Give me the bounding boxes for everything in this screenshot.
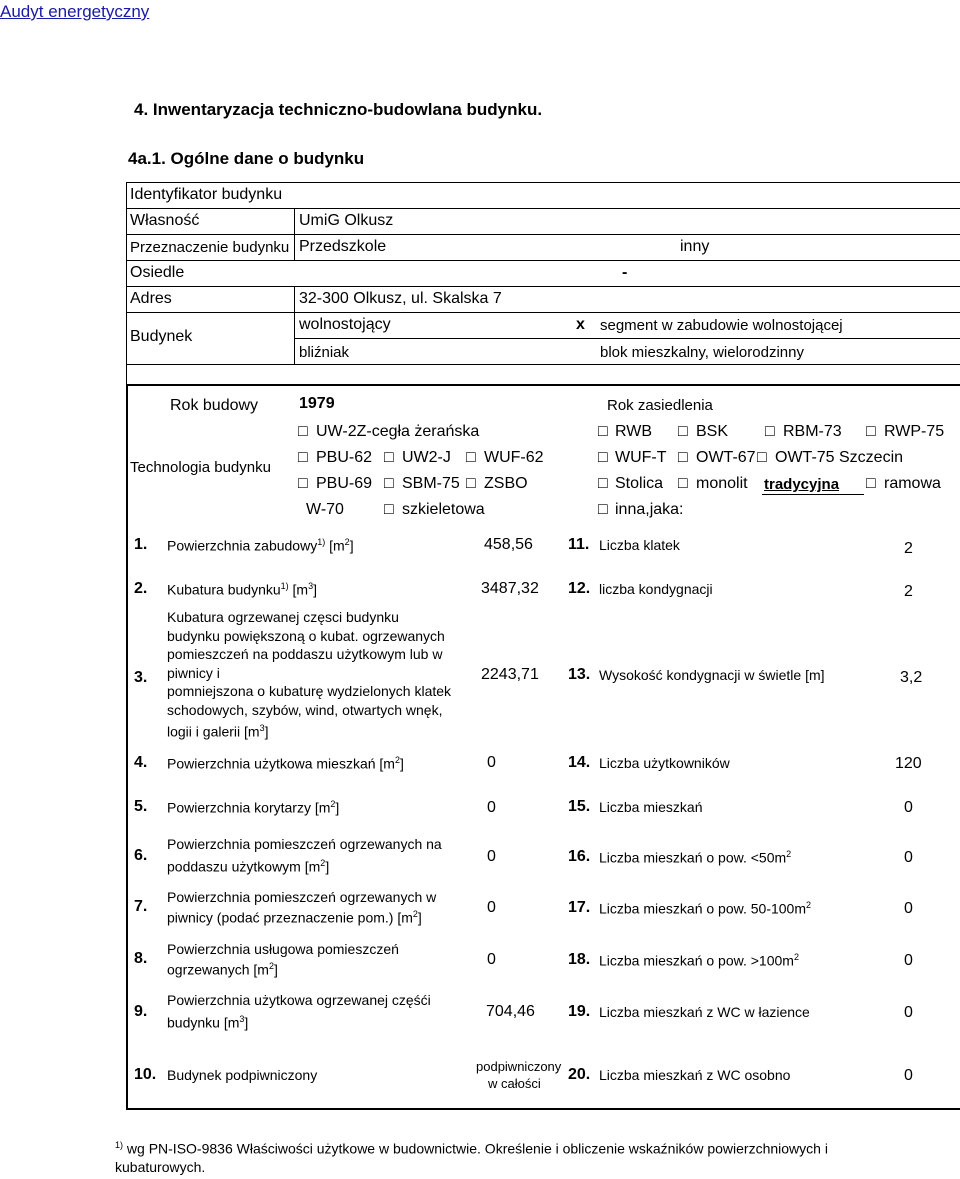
settled-label: Rok zasiedlenia [607,397,713,414]
purpose-value: Przedszkole [299,238,387,255]
checkbox-icon[interactable]: □ [298,449,308,466]
row-number: 17. [568,899,591,916]
row-label: Liczba mieszkań o pow. $50-100m^2$ [599,900,812,917]
tech-option: RWP-75 [884,423,945,440]
tech-option: OWT-75 Szczecin [775,449,904,466]
checkbox-icon[interactable]: □ [384,449,394,466]
tech-option: WUF-62 [484,449,544,466]
tech-option-selected: tradycyjna [764,476,840,493]
row-number: 16. [568,848,591,865]
row-value: 2243,71 [481,666,539,683]
row-value: 0 [904,1004,913,1021]
checkbox-icon[interactable]: □ [384,501,394,518]
checkbox-icon[interactable]: □ [866,423,876,440]
row-number: 5. [134,798,148,815]
row-number: 14. [568,754,591,771]
tech-option: WUF-T [615,449,667,466]
row-label: Liczba mieszkań o pow. $<50m^2$ [599,849,792,866]
row-value: 458,56 [484,536,533,553]
owner-value: UmiG Olkusz [299,212,394,229]
row-value: 3,2 [900,669,923,686]
opt-block: blok mieszkalny, wielorodzinny [600,344,804,361]
row-label: Wysokość kondygnacji w świetle [m] [599,667,825,683]
row-number: 12. [568,580,591,597]
tech-option: SBM-75 [402,475,460,492]
row-number: 6. [134,847,148,864]
row-number: 9. [134,1003,148,1020]
row-value: 0 [904,849,913,866]
row-number: 18. [568,951,591,968]
row-number: 2. [134,580,148,597]
row-value: 0 [487,899,496,916]
row-label: Kubatura budynku$^{1)}$ $[m^3]$ [167,581,318,598]
grid-line [294,338,960,339]
grid-line [126,384,960,386]
row-label: Liczba mieszkań z WC w łazience [599,1004,810,1020]
row-value: 0 [487,799,496,816]
purpose-label: Przeznaczenie budynku [130,239,290,256]
tech-option: RWB [615,423,653,440]
checkbox-icon[interactable]: □ [384,475,394,492]
technology-label: Technologia budynku [130,459,271,476]
built-label: Rok budowy [170,397,259,414]
footnote-line2: kubaturowych. [115,1159,206,1175]
row-label-line1: Powierzchnia pomieszczeń ogrzewanych w [167,889,437,905]
checkbox-icon[interactable]: □ [598,423,608,440]
checkbox-icon[interactable]: □ [466,475,476,492]
row-label-multiline: Kubatura ogrzewanej częsci budynku budynku powiększoną o kubat. ogrzewanych pomieszczeń na poddaszu użytkowym lub w piwnicy i pomniejszona o kubaturę wydzielonych klatek schodowych, szybów, wind, otwartych wnęk, logii i galerii $[m^3]$ [167,609,452,740]
row-label: Powierzchnia korytarzy $[m^2]$ [167,799,340,816]
row-value: 3487,32 [481,580,539,597]
tech-option: RBM-73 [783,423,842,440]
section-title: 4. Inwentaryzacja techniczno-budowlana budynku. [134,100,543,119]
row-number: 20. [568,1066,591,1083]
grid-line [126,384,128,1110]
opt-detached: wolnostojący [299,316,391,333]
row-value: 120 [895,755,922,772]
checkbox-icon[interactable]: □ [757,449,767,466]
row-number: 8. [134,950,148,967]
row-label-line1: Powierzchnia pomieszczeń ogrzewanych na [167,836,442,852]
opt-detached-mark: x [576,316,585,333]
grid-line [126,364,960,365]
tech-option: ZSBO [484,475,528,492]
row-label: liczba kondygnacji [599,581,713,597]
checkbox-icon[interactable]: □ [765,423,775,440]
estate-value: - [622,264,628,281]
row-label: Liczba mieszkań z WC osobno [599,1067,791,1083]
row-value-line2: w całości [488,1076,541,1091]
row-number: 1. [134,536,148,553]
tech-option: inna,jaka: [615,501,684,518]
grid-line [126,208,960,209]
row-label: Liczba mieszkań [599,799,703,815]
row-value: 0 [487,848,496,865]
tech-option: szkieletowa [402,501,485,518]
row-value: 0 [487,951,496,968]
row-label-line2: ogrzewanych $[m^2]$ [167,961,278,978]
row-label-line2: budynku $[m^3]$ [167,1014,249,1031]
tech-option: UW-2Z-cegła żerańska [316,423,480,440]
tech-option: ramowa [884,475,941,492]
grid-line [126,312,960,313]
grid-line [126,182,960,183]
checkbox-icon[interactable]: □ [678,423,688,440]
row-label: Liczba klatek [599,537,680,553]
row-number: 13. [568,666,591,683]
row-label: Powierzchnia zabudowy$^{1)}$ $[m^2]$ [167,537,354,554]
checkbox-icon[interactable]: □ [466,449,476,466]
checkbox-icon[interactable]: □ [678,449,688,466]
row-value: 0 [904,900,913,917]
checkbox-icon[interactable]: □ [598,501,608,518]
owner-label: Własność [130,212,200,229]
tech-option: PBU-62 [316,449,373,466]
checkbox-icon[interactable]: □ [598,475,608,492]
address-label: Adres [130,290,172,307]
checkbox-icon[interactable]: □ [678,475,688,492]
section-subtitle: 4a.1. Ogólne dane o budynku [128,149,365,168]
audyt-link[interactable]: Audyt energetyczny [0,2,150,21]
row-number: 10. [134,1066,157,1083]
row-number: 15. [568,798,591,815]
grid-line [126,286,960,287]
row-label: Liczba mieszkań o pow. $>100m^2$ [599,952,799,969]
tech-option: W-70 [306,501,344,518]
row-value: 704,46 [486,1003,535,1020]
row-number: 7. [134,898,148,915]
tech-option: Stolica [615,475,664,492]
grid-line [126,1108,960,1110]
row-label-line1: Powierzchnia usługowa pomieszczeń [167,941,399,957]
row-value: 0 [904,952,913,969]
row-number: 19. [568,1003,591,1020]
footnote-line1: $^{1)}$ wg PN-ISO-9836 Właściwości użytkowe w budownictwie. Określenie i obliczenie wskaźników powierzchniowych i [115,1140,828,1157]
tech-option: monolit [696,475,748,492]
row-value: 0 [904,1067,913,1084]
row-number: 3. [134,669,148,686]
row-value: 0 [904,799,913,816]
grid-line [294,208,295,260]
tech-option: BSK [696,423,729,440]
row-number: 4. [134,754,148,771]
grid-line [294,286,295,364]
checkbox-icon[interactable]: □ [598,449,608,466]
row-value: 2 [904,583,913,600]
checkbox-icon[interactable]: □ [298,423,308,440]
underline [762,494,864,495]
grid-line [126,234,960,235]
opt-twin: bliźniak [299,344,350,361]
grid-line [126,182,127,384]
purpose-other: inny [680,238,710,255]
checkbox-icon[interactable]: □ [298,475,308,492]
built-value: 1979 [299,395,335,412]
tech-option: UW2-J [402,449,451,466]
row-label: Liczba użytkowników [599,755,730,771]
id-label: Identyfikator budynku [130,186,283,203]
tech-option: OWT-67 [696,449,756,466]
estate-label: Osiedle [130,264,185,281]
row-label: Budynek podpiwniczony [167,1067,318,1083]
tech-option: PBU-69 [316,475,373,492]
row-value: 0 [487,754,496,771]
row-value-line1: podpiwniczony [476,1059,562,1074]
row-label: Powierzchnia użytkowa mieszkań $[m^2]$ [167,755,404,772]
building-label: Budynek [130,328,193,345]
checkbox-icon[interactable]: □ [866,475,876,492]
row-label-line2: piwnicy (podać przeznaczenie pom.) $[m^2]$ [167,909,422,926]
grid-line [126,260,960,261]
row-number: 11. [568,536,590,553]
address-value: 32-300 Olkusz, ul. Skalska 7 [299,290,502,307]
row-value: 2 [904,540,913,557]
row-label-line2: poddaszu użytkowym $[m^2]$ [167,858,330,875]
opt-segment: segment w zabudowie wolnostojącej [600,317,843,334]
row-label-line1: Powierzchnia użytkowa ogrzewanej częśći [167,992,431,1008]
